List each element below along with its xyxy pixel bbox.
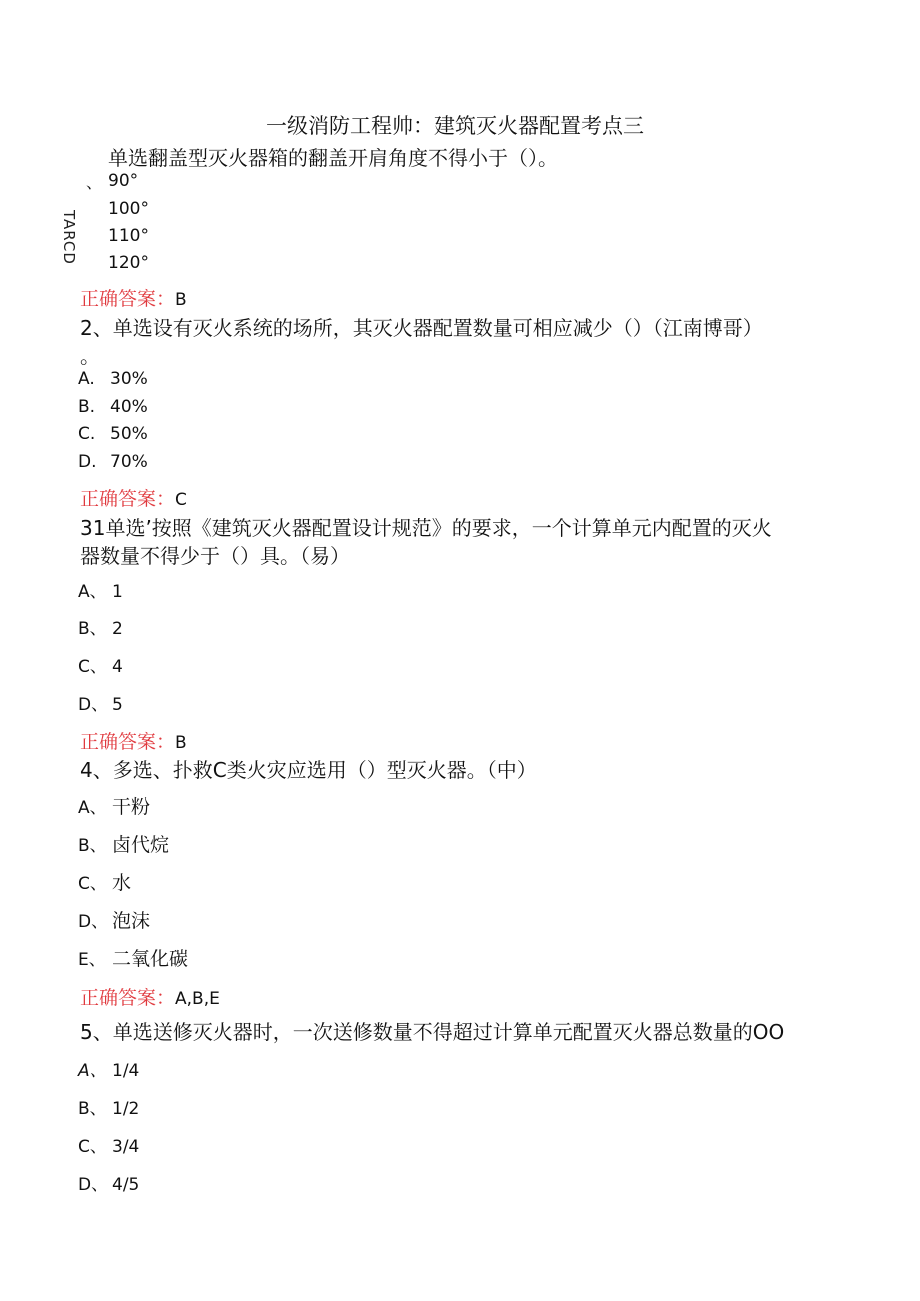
answer-label: 正确答案：	[80, 488, 176, 510]
scan-side-label: TARCD	[60, 210, 78, 265]
q3-option-c: C、 4	[78, 657, 123, 677]
q1-option-4: 120°	[108, 253, 149, 273]
q4-answer	[80, 983, 220, 1010]
answer-label: 正确答案：	[80, 987, 176, 1009]
answer-label: 正确答案：	[80, 288, 176, 310]
q4-option-c: C、 水	[78, 872, 132, 894]
q4-option-a: A、 干粉	[78, 796, 151, 818]
question-1-text: 单选翻盖型灭火器箱的翻盖开肩角度不得小于（）。	[108, 146, 558, 170]
q3-answer	[80, 727, 187, 754]
q4-option-b: B、 卤代烷	[78, 834, 170, 856]
question-3-text: 31单选’按照《建筑灭火器配置设计规范》的要求，一个计算单元内配置的灭火	[80, 516, 772, 540]
question-5-text: 5、单选送修灭火器时，一次送修数量不得超过计算单元配置灭火器总数量的OO	[80, 1020, 785, 1044]
q3-option-a: A、 1	[78, 582, 123, 602]
answer-value: B	[175, 290, 187, 310]
question-2-text-cont: 。	[80, 344, 100, 368]
q1-option-2: 100°	[108, 199, 149, 219]
q1-option-3: 110°	[108, 226, 149, 246]
answer-value: A,B,E	[175, 989, 220, 1009]
answer-label: 正确答案：	[80, 731, 176, 753]
q5-option-a: A、 1/4	[78, 1061, 140, 1081]
q1-answer	[80, 284, 187, 311]
q2-option-a: A. 30%	[78, 369, 148, 389]
q3-option-d: D、 5	[78, 695, 123, 715]
q2-option-b: B. 40%	[78, 397, 148, 417]
q2-answer	[80, 484, 187, 511]
q5-option-b: B、 1/2	[78, 1099, 140, 1119]
q5-option-c: C、 3/4	[78, 1137, 140, 1157]
answer-value: B	[175, 733, 187, 753]
question-4-text: 4、多选、扑救C类火灾应选用（）型灭火器。（中）	[80, 758, 537, 782]
question-3-text-cont: 器数量不得少于（）具。（易）	[80, 544, 350, 568]
q2-option-c: C. 50%	[78, 424, 148, 444]
question-2-text: 2、单选设有灭火系统的场所，其灭火器配置数量可相应减少（）（江南博哥）	[80, 316, 763, 340]
q4-option-e: E、 二氧化碳	[78, 948, 189, 970]
q2-option-d: D. 70%	[78, 452, 148, 472]
q5-option-d: D、 4/5	[78, 1175, 140, 1195]
q4-option-d: D、 泡沫	[78, 910, 151, 932]
page-title: 一级消防工程帅：建筑灭火器配置考点三	[266, 114, 644, 138]
scan-dot: 、	[86, 173, 103, 192]
q1-option-1: 90°	[108, 171, 139, 191]
answer-value: C	[175, 490, 187, 510]
q3-option-b: B、 2	[78, 619, 123, 639]
